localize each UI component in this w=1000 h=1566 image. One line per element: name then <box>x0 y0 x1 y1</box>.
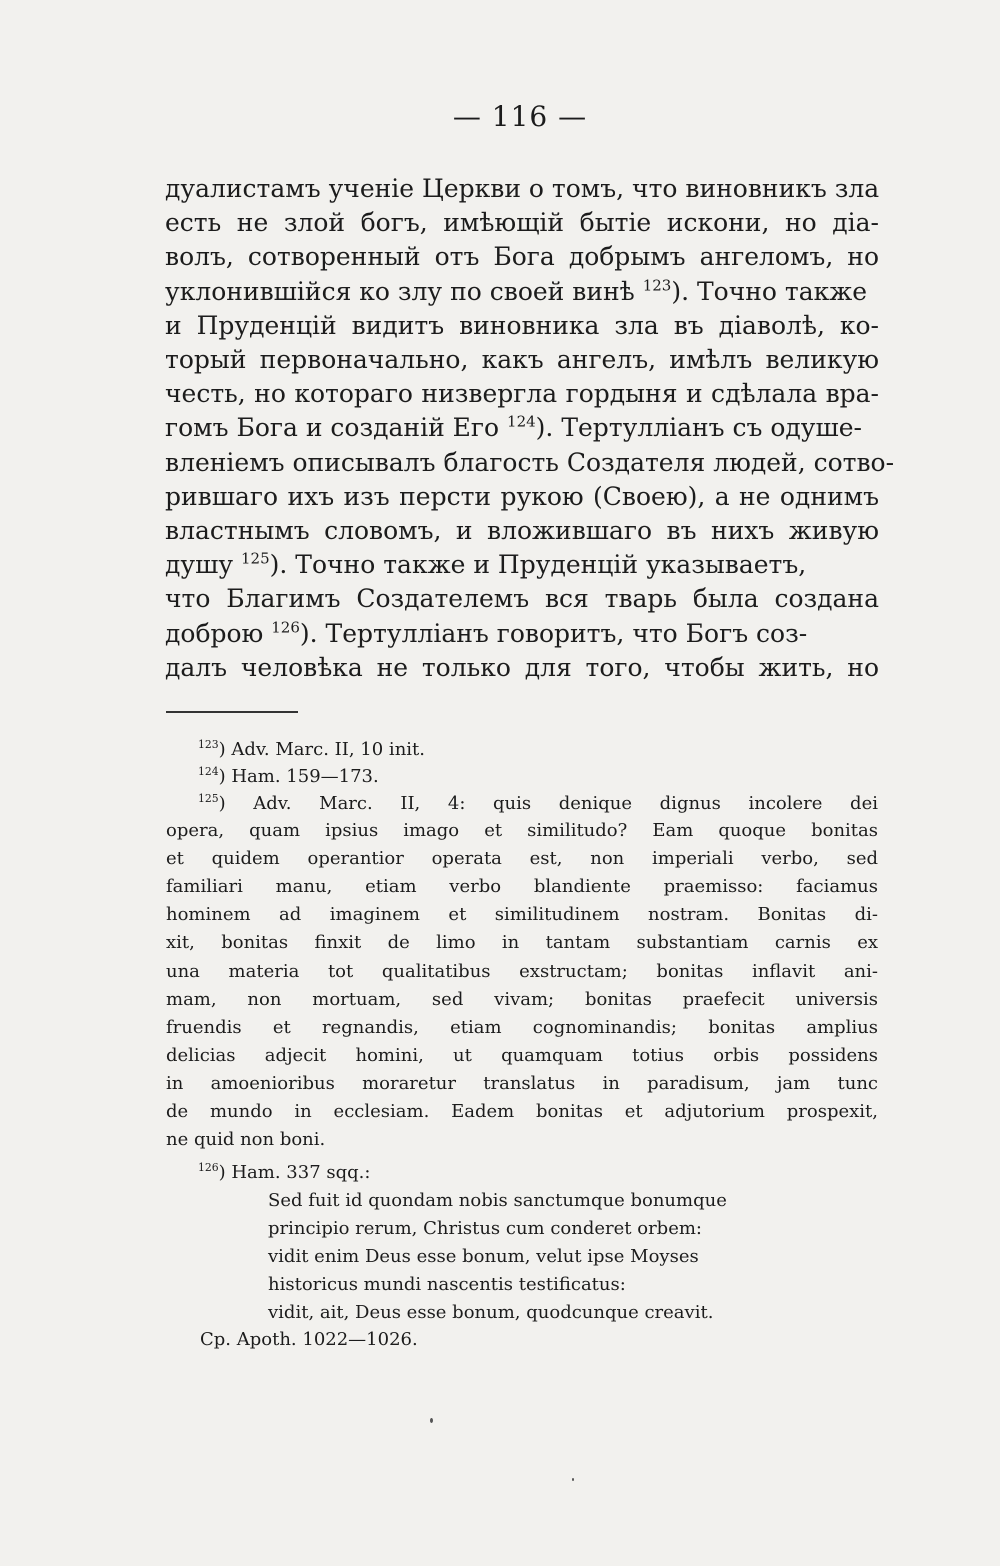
footnote-123 <box>198 738 878 762</box>
footnote-text: ) Ham. 337 sqq.: <box>218 1162 371 1183</box>
body-line-text: уклонившійся ко злу по своей винѣ <box>165 276 643 306</box>
footnote-marker: 126 <box>198 1161 219 1174</box>
body-line <box>165 343 879 377</box>
footnote-line: de mundo in ecclesiam. Eadem bonitas et adjutorium prospexit, <box>166 1101 878 1122</box>
verse-line: vidit, ait, Deus esse bonum, quodcunque creavit. <box>268 1302 714 1323</box>
footnote-marker: 124 <box>198 765 219 778</box>
body-line <box>165 617 879 651</box>
body-line <box>165 309 879 343</box>
body-line-text: далъ человѣка не только для того, чтобы жить, но <box>165 652 879 682</box>
body-line-text: и Пруденцій видитъ виновника зла въ діаволѣ, ко- <box>165 310 879 340</box>
footnote-line: delicias adjecit homini, ut quamquam totius orbis possidens <box>166 1044 878 1066</box>
body-line-text: торый первоначально, какъ ангелъ, имѣлъ великую <box>165 345 879 374</box>
footnote-126 <box>198 1161 878 1185</box>
footnote-reference: 124 <box>507 413 536 432</box>
footnote-124 <box>198 765 878 789</box>
paper-speck <box>572 1478 574 1481</box>
verse-line: vidit enim Deus esse bonum, velut ipse Moyses <box>268 1246 699 1267</box>
footnote-line: familiari manu, etiam verbo blandiente praemisso: faciamus <box>166 876 878 898</box>
paper-speck <box>430 1418 433 1423</box>
body-line-text-after: ). Тертулліанъ говоритъ, что Богъ соз- <box>299 618 808 648</box>
footnote-126-cross-reference: Cp. Apoth. 1022—1026. <box>200 1329 418 1350</box>
footnote-line: xit, bonitas finxit de limo in tantam substantiam carnis ex <box>166 932 878 954</box>
body-line-text-after: ). Тертулліанъ съ одуше- <box>535 413 863 443</box>
footnote-divider <box>166 711 298 713</box>
footnote-text: ) Ham. 159—173. <box>218 766 379 787</box>
body-line-text: что Благимъ Создателемъ вся тварь была создана <box>165 584 879 614</box>
footnote-text: ) Adv. Marc. II, 4: quis denique dignus incolere dei <box>218 793 878 814</box>
body-line <box>165 480 879 514</box>
body-line-text: гомъ Бога и созданій Его <box>165 413 508 443</box>
footnote-125 <box>198 792 878 816</box>
verse-line: Sed fuit id quondam nobis sanctumque bonumque <box>268 1190 727 1211</box>
body-line-text-after: ). Точно также <box>671 276 868 306</box>
footnote-marker: 123 <box>198 738 219 751</box>
footnote-marker: 125 <box>198 792 219 805</box>
body-line <box>165 582 879 616</box>
body-line-text-after: ). Точно также и Пруденцій указываетъ, <box>269 550 807 580</box>
body-line <box>165 377 879 411</box>
footnote-text: ) Adv. Marc. II, 10 init. <box>218 739 425 760</box>
verse-line: historicus mundi nascentis testificatus: <box>268 1274 626 1295</box>
body-line <box>165 240 879 274</box>
footnote-line: et quidem operantior operata est, non imperiali verbo, sed <box>166 848 878 870</box>
body-line-text: честь, но котораго низвергла гордыня и сдѣлала вра- <box>165 379 879 409</box>
body-line <box>165 446 895 480</box>
footnote-reference: 126 <box>271 618 300 637</box>
footnote-reference: 125 <box>241 549 270 568</box>
body-line-text: доброю <box>165 618 272 648</box>
body-line <box>165 172 879 206</box>
body-line-text: рившаго ихъ изъ персти рукою (Своею), а не однимъ <box>165 481 879 511</box>
body-line <box>165 206 879 240</box>
footnote-reference: 123 <box>642 276 672 295</box>
body-line-text: волъ, сотворенный отъ Бога добрымъ ангеломъ, но <box>165 242 879 272</box>
body-line-text: есть не злой богъ, имѣющій бытіе искони, но діа- <box>165 208 879 238</box>
body-line-text: дуалистамъ ученіе Церкви о томъ, что виновникъ зла <box>165 174 880 203</box>
body-line-text: властнымъ словомъ, и вложившаго въ нихъ живую <box>165 516 879 545</box>
body-line <box>165 548 879 582</box>
footnote-line: opera, quam ipsius imago et similitudo? Eam quoque bonitas <box>166 820 878 841</box>
footnote-line: fruendis et regnandis, etiam cognominandis; bonitas amplius <box>166 1016 878 1038</box>
body-line-text: душу <box>165 550 242 580</box>
body-line-text: вленіемъ описывалъ благость Создателя людей, сотво- <box>165 447 895 477</box>
page-number: — 116 — <box>452 100 588 133</box>
body-line <box>165 651 879 685</box>
footnote-line: in amoenioribus moraretur translatus in paradisum, jam tunc <box>166 1072 878 1094</box>
footnote-125-last-line: ne quid non boni. <box>166 1129 326 1150</box>
body-line <box>165 514 879 548</box>
verse-line: principio rerum, Christus cum conderet orbem: <box>268 1218 702 1239</box>
footnote-line: mam, non mortuam, sed vivam; bonitas praefecit universis <box>166 988 878 1010</box>
body-line <box>165 411 879 445</box>
footnote-line: hominem ad imaginem et similitudinem nostram. Bonitas di- <box>166 904 878 926</box>
body-line <box>165 275 879 309</box>
footnote-line: una materia tot qualitatibus exstructam; bonitas inflavit ani- <box>166 960 878 982</box>
